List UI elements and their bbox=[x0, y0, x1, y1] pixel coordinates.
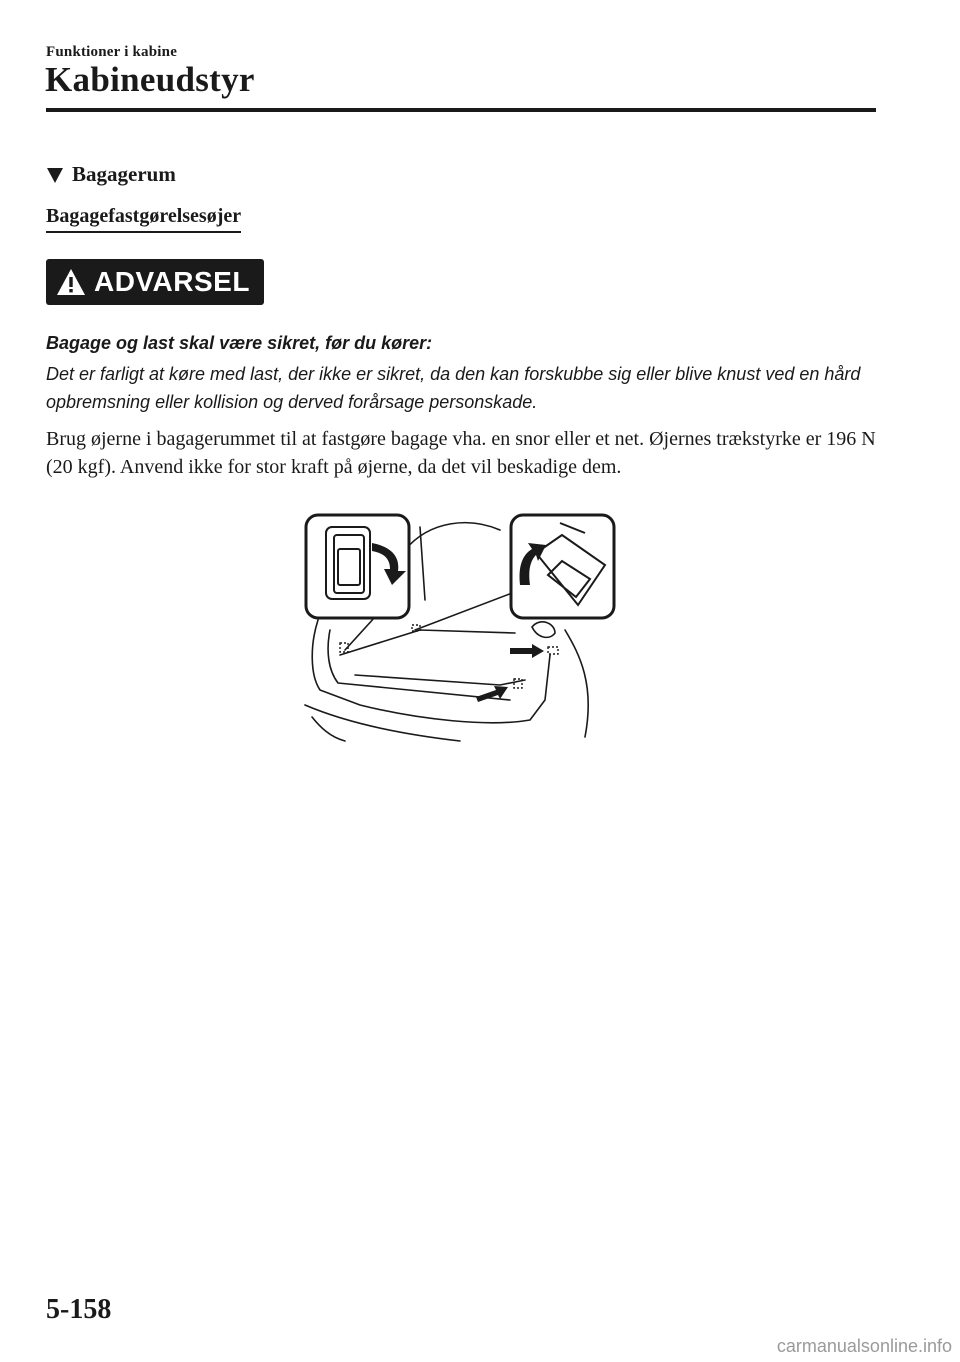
seat-back-line bbox=[340, 630, 515, 655]
hook-marker-upper bbox=[548, 647, 558, 654]
warning-badge bbox=[46, 259, 264, 305]
wheel-arch-curve bbox=[532, 622, 555, 638]
warning-icon bbox=[56, 268, 86, 296]
header-divider bbox=[46, 108, 876, 112]
pointer-arrow-upper bbox=[510, 644, 544, 658]
warning-title: Bagage og last skal være sikret, før du kører: bbox=[46, 333, 433, 353]
cargo-hook-illustration bbox=[300, 505, 630, 750]
subsection-heading: Bagagefastgørelsesøjer bbox=[46, 205, 241, 233]
taillight-line bbox=[565, 630, 588, 737]
bumper-lower-line bbox=[312, 717, 345, 741]
page-number: 5-158 bbox=[46, 1294, 112, 1325]
warning-label: ADVARSEL bbox=[94, 266, 250, 297]
watermark: carmanualsonline.info bbox=[776, 1336, 952, 1356]
inset-left bbox=[306, 515, 409, 618]
cargo-floor-edge bbox=[328, 630, 510, 700]
callout-line-right bbox=[415, 590, 520, 630]
cargo-area-outline bbox=[312, 620, 550, 723]
floor-line bbox=[355, 675, 525, 685]
section-heading bbox=[46, 162, 176, 187]
triangle-down-icon bbox=[46, 166, 64, 184]
section-heading-label: Bagagerum bbox=[72, 162, 176, 186]
body-paragraph: Brug øjerne i bagagerummet til at fastgøre bagage vha. en snor eller et net. Øjernes trækstyrke er 196 N (20 kgf). Anvend ikke for stor kraft på øjerne, da det vil beskadige dem. bbox=[46, 428, 876, 478]
page-title: Kabineudstyr bbox=[45, 60, 255, 99]
inset-right bbox=[511, 515, 614, 618]
warning-text: Det er farligt at køre med last, der ikke er sikret, da den kan forskubbe sig eller blive knust ved en hård opbremsning eller kollision og derved forårsage personskade. bbox=[46, 364, 861, 412]
section-category: Funktioner i kabine bbox=[46, 44, 178, 60]
seat-side-line bbox=[420, 527, 425, 600]
